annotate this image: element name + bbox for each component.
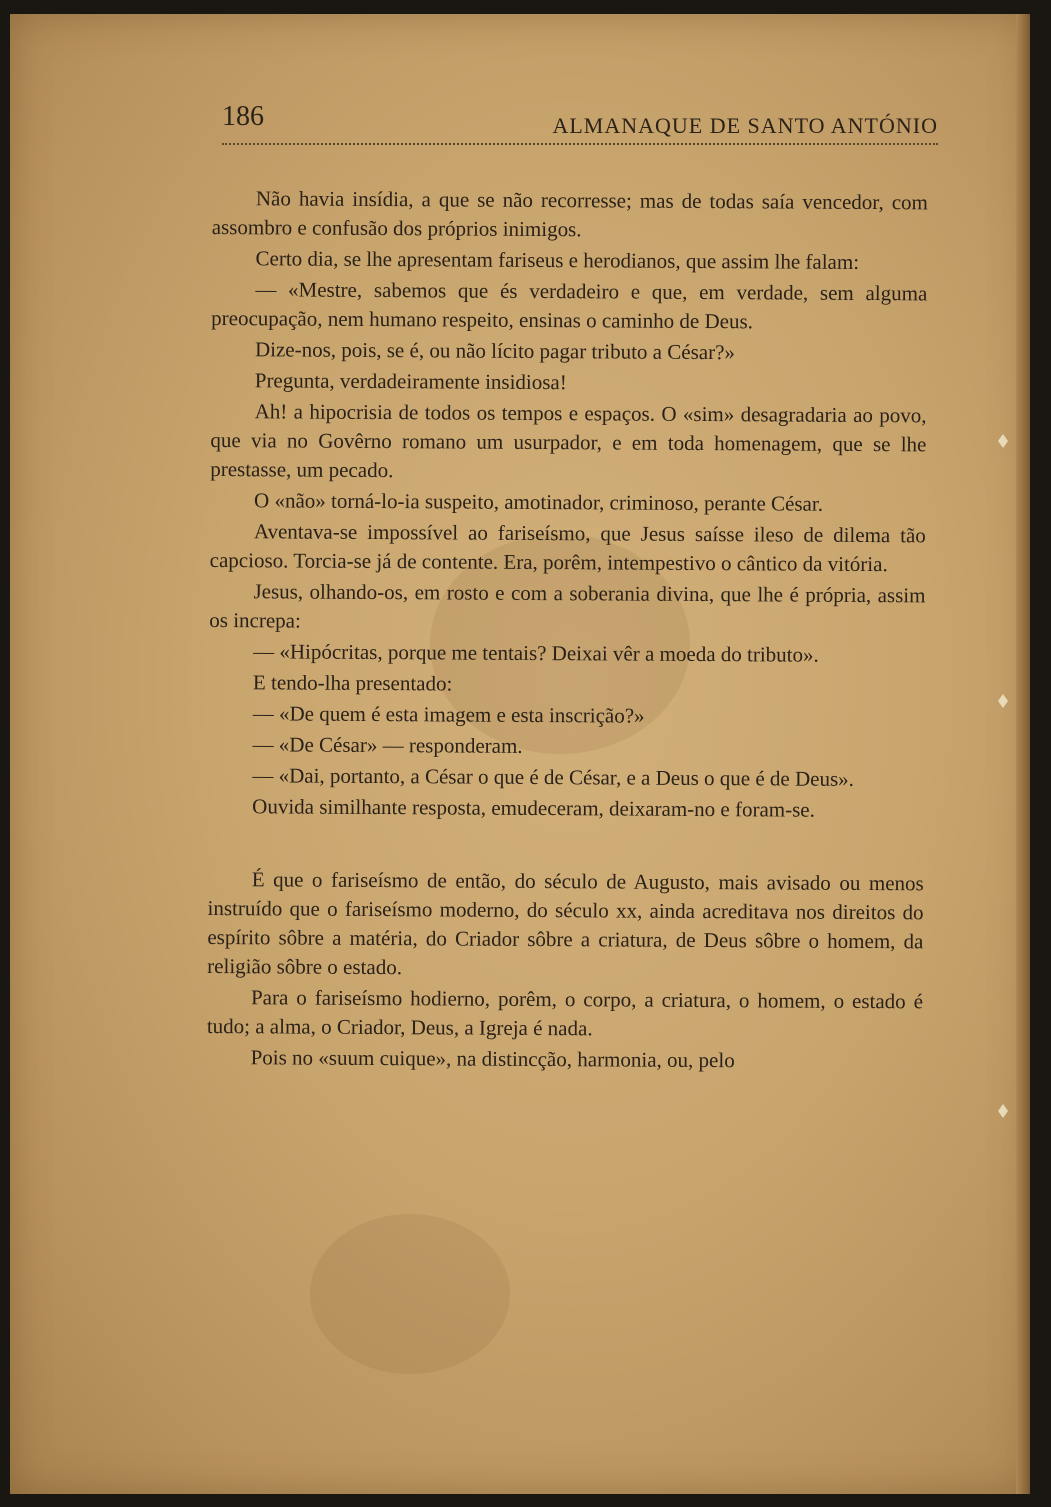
paragraph: É que o fariseísmo de então, do século de Augusto, mais avisado ou menos instruído que o fariseísmo moderno, do século xx, ainda acreditava nos direitos do espírito sôbre a matéria, do Criador sôbre a criatura, de Deus sôbre o homem, da religião sôbre o estado.: [207, 867, 924, 980]
page-header: [222, 99, 938, 145]
paragraph: Dize-nos, pois, se é, ou não lícito pagar tributo a César?»: [254, 337, 736, 365]
running-title: ALMANAQUE DE SANTO ANTÓNIO: [552, 113, 938, 138]
paragraph: — «Hipócritas, porque me tentais? Deixai vêr a moeda do tributo».: [253, 639, 819, 667]
paragraph: E tendo-lha presentado:: [252, 670, 453, 696]
body-text: [207, 184, 928, 1078]
edge-ornament: [998, 434, 1008, 448]
paragraph: Ouvida similhante resposta, emudeceram, deixaram-no e foram-se.: [252, 794, 815, 822]
edge-ornament: [998, 1104, 1008, 1118]
paragraph: Pregunta, verdadeiramente insidiosa!: [254, 368, 567, 395]
edge-ornament: [998, 694, 1008, 708]
section-gap: [208, 823, 924, 869]
paragraph: — «De quem é esta imagem e esta inscrição?»: [252, 701, 645, 728]
paragraph: Jesus, olhando-os, em rosto e com a soberania divina, que lhe é própria, assim os increpa:: [209, 579, 926, 633]
paragraph: Certo dia, se lhe apresentam fariseus e herodianos, que assim lhe falam:: [255, 246, 860, 274]
paragraph: Para o fariseísmo hodierno, porêm, o corpo, a criatura, o homem, o estado é tudo; a alma, o Criador, Deus, a Igreja é nada.: [206, 985, 924, 1041]
paragraph: Pois no «suum cuique», na distincção, harmonia, ou, pelo: [250, 1045, 735, 1073]
paragraph: — «Dai, portanto, a César o que é de César, e a Deus o que é de Deus».: [252, 763, 854, 791]
page-number: 186: [222, 101, 264, 132]
paragraph: Ah! a hipocrisia de todos os tempos e espaços. O «sim» desagradaria ao povo, que via no Govêrno romano um usurpador, e em toda homenagem, que se lhe prestasse, um pecado.: [210, 399, 927, 483]
paragraph: — «Mestre, sabemos que és verdadeiro e que, em verdade, sem alguma preocupação, nem humano respeito, ensinas o caminho de Deus.: [211, 277, 928, 334]
page-edge: [1016, 14, 1030, 1494]
paragraph: O «não» torná-lo-ia suspeito, amotinador, criminoso, perante César.: [253, 488, 824, 516]
paper-stain: [310, 1214, 510, 1374]
book-page: [10, 14, 1030, 1494]
paragraph: — «De César» — responderam.: [252, 732, 523, 758]
paragraph: Aventava-se impossível ao fariseísmo, que Jesus saísse ileso de dilema tão capcioso. Torcia-se já de contente. Era, porêm, intempestivo o cântico da vitória.: [209, 519, 926, 577]
paragraph: Não havia insídia, a que se não recorresse; mas de todas saía vencedor, com assombro e confusão dos próprios inimigos.: [211, 186, 928, 242]
